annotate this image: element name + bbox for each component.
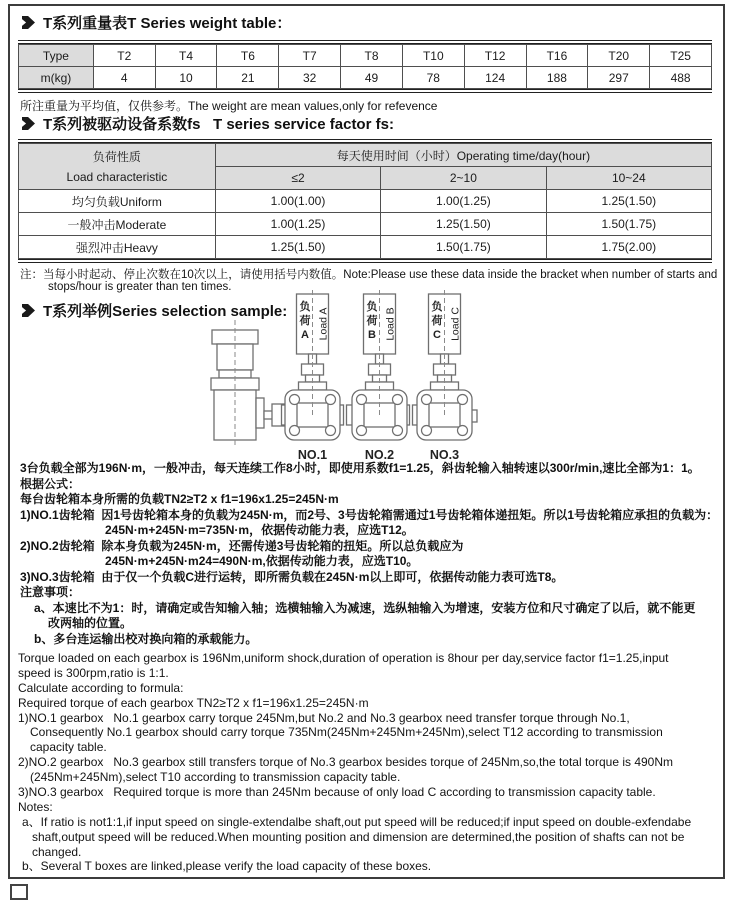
bracket-note-line1: 注：当每小时起动、停止次数在10次以上，请使用括号内数值。Note:Please use these data inside the bracket when number of starts and [20, 269, 718, 281]
text-line: 注意事项： [20, 585, 81, 599]
load-characteristic-zh: 负荷性质 [92, 149, 141, 164]
text-line: 根据公式： [20, 476, 81, 491]
cell: T16 [526, 45, 588, 67]
row-label: 均匀负载Uniform [19, 190, 216, 213]
text-line: Torque loaded on each gearbox is 196Nm,uniform shock,duration of operation is 8hour per day,service factor f1=1.25,input [18, 651, 669, 665]
english-calculation-text [18, 651, 720, 874]
operating-time-header: 每天使用时间（小时）Operating time/day(hour) [215, 144, 711, 167]
cell: 1.00(1.00) [215, 190, 380, 213]
section-marker-icon [22, 304, 35, 317]
cell: T12 [464, 45, 526, 67]
cell: 32 [279, 67, 341, 89]
text-line: 3)NO.3 gearbox Required torque is more than 245Nm because of only load C according to transmission capacity table. [18, 785, 656, 800]
load-c-zh-char: 负 [431, 301, 443, 313]
text-line: Required torque of each gearbox TN2≥T2 x f1=196x1.25=245N·m [18, 695, 369, 710]
table-row [19, 67, 712, 89]
section-title: T系列重量表T Series weight table： [43, 15, 292, 32]
cell: T8 [341, 45, 403, 67]
text-line: b、多台连运输出校对换向箱的承载能力。 [34, 631, 258, 646]
cell: T10 [402, 45, 464, 67]
cell: 297 [588, 67, 650, 89]
text-line: capacity table. [30, 740, 107, 755]
cell: 1.25(1.50) [381, 213, 546, 236]
cell: 10 [155, 67, 217, 89]
text-line: a、本速比不为1：时，请确定或告知输入轴；选横轴输入为减速，选纵轴输入为增速，安装方位和尺寸确定了以后，就不能更 [34, 600, 696, 615]
cell: T7 [279, 45, 341, 67]
load-characteristic-en: Load characteristic [66, 169, 168, 184]
service-factor-table [18, 139, 712, 263]
cell: T20 [588, 45, 650, 67]
section-header-weight-table [22, 12, 291, 33]
text-line: (245Nm+245Nm),select T10 according to transmission capacity table. [30, 770, 401, 785]
section-title: T系列举例Series selection sample: [43, 303, 288, 320]
time-col-header: 2~10 [381, 167, 546, 190]
text-line: speed is 300rpm,ratio is 1:1. [18, 665, 169, 680]
load-b-zh-char: 荷 [366, 315, 378, 327]
cell: 1.00(1.25) [381, 190, 546, 213]
table-row [19, 45, 712, 67]
cell: 488 [650, 67, 712, 89]
text-line: b、Several T boxes are linked,please verify the load capacity of these boxes. [22, 859, 432, 874]
gearbox-3-label: NO.3 [429, 448, 460, 462]
text-line: 每台齿轮箱本身所需的负载TN2≥T2 x f1=196x1.25=245N·m [20, 492, 339, 506]
weight-table [18, 40, 712, 93]
cell: 1.50(1.75) [381, 236, 546, 259]
cell: T25 [650, 45, 712, 67]
cell: 1.00(1.25) [215, 213, 380, 236]
load-a-zh-char: A [301, 329, 309, 341]
text-line: Consequently No.1 gearbox should carry torque 735Nm(245Nm+245Nm+245Nm),select T12 according to transmission [30, 725, 663, 740]
section-marker-icon [22, 117, 35, 130]
load-b-label: Load B [384, 307, 397, 341]
table-row [19, 190, 712, 213]
weight-table-mass-header: m(kg) [19, 67, 94, 89]
row-label: 强烈冲击Heavy [19, 236, 216, 259]
weight-table-type-header: Type [19, 45, 94, 67]
section-title: T系列被驱动设备系数fs T series service factor fs: [43, 116, 394, 133]
cell: 1.50(1.75) [546, 213, 711, 236]
cell: 4 [93, 67, 155, 89]
load-b-zh-char: B [368, 329, 376, 341]
cell: T4 [155, 45, 217, 67]
load-c-label: Load C [449, 307, 462, 341]
text-line: 3台负载全部为196N·m，一般冲击，每天连续工作8小时，即使用系数f1=1.25，斜齿轮输入轴转速以300r/min,速比全部为1：1。 [20, 461, 700, 475]
text-line: Calculate according to formula: [18, 680, 184, 695]
cell: 1.75(2.00) [546, 236, 711, 259]
gearbox-2-label: NO.2 [364, 448, 395, 462]
cell: T2 [93, 45, 155, 67]
weight-note: 所注重量为平均值，仅供参考。The weight are mean values,only for refevence [20, 99, 438, 113]
time-col-header: ≤2 [215, 167, 380, 190]
section-marker-icon [22, 16, 35, 29]
load-characteristic-header [19, 144, 216, 190]
text-line: 245N·m+245N·m24=490N·m,依据传动能力表，应选T10。 [105, 554, 419, 568]
load-c-zh-char: C [433, 329, 441, 341]
text-line: 2)NO.2 gearbox No.3 gearbox still transfers torque of No.3 gearbox besides torque of 245Nm,so,the total torque is 490Nm [18, 755, 674, 770]
gearbox-1-label: NO.1 [297, 448, 328, 462]
text-line: 2)NO.2齿轮箱 除本身负载为245N·m，还需传递3号齿轮箱的扭矩。所以总负载应为 [20, 538, 464, 553]
cell: 21 [217, 67, 279, 89]
section-header-service-factor [22, 113, 394, 134]
load-a-zh-char: 负 [299, 301, 311, 313]
row-label: 一般冲击Moderate [19, 213, 216, 236]
bracket-note-line2: stops/hour is greater than ten times. [48, 281, 232, 293]
cell: 49 [341, 67, 403, 89]
load-a-label: Load A [317, 307, 330, 341]
cell: 188 [526, 67, 588, 89]
text-line: 3)NO.3齿轮箱 由于仅一个负载C进行运转，即所需负载在245N·m以上即可，依据传动能力表可选T8。 [20, 569, 564, 584]
text-line: shaft,output speed will be reduced.When mounting position and dimension are determined,the position of shafts can not be [32, 829, 685, 844]
load-b-zh-char: 负 [366, 301, 378, 313]
motor [211, 330, 285, 440]
selection-sample-diagram [178, 288, 490, 468]
table-row [19, 236, 712, 259]
load-c-zh-char: 荷 [431, 315, 443, 327]
table-row [19, 213, 712, 236]
time-col-header: 10~24 [546, 167, 711, 190]
text-line: changed. [32, 844, 82, 859]
text-line: 1)NO.1齿轮箱 因1号齿轮箱本身的负载为245N·m，而2号、3号齿轮箱需通过1号齿轮箱体递扭矩。所以1号齿轮箱应承担的负载为： [20, 507, 719, 522]
cell: 1.25(1.50) [546, 190, 711, 213]
text-line: 改两轴的位置。 [48, 616, 133, 630]
chinese-calculation-text [20, 461, 720, 647]
cell: 1.25(1.50) [215, 236, 380, 259]
page-footer-box [10, 884, 28, 900]
text-line: 245N·m+245N·m=735N·m，依据传动能力表，应选T12。 [105, 523, 414, 537]
text-line: 1)NO.1 gearbox No.1 gearbox carry torque 245Nm,but No.2 and No.3 gearbox need transfer torque through No.1, [18, 710, 630, 725]
table-row [19, 144, 712, 167]
text-line: Notes: [18, 799, 53, 814]
text-line: a、If ratio is not1:1,if input speed on single-extendalbe shaft,out put speed will be reduced;if input speed on double-exfendabe [22, 814, 692, 829]
load-a-zh-char: 荷 [299, 315, 311, 327]
cell: T6 [217, 45, 279, 67]
cell: 78 [402, 67, 464, 89]
cell: 124 [464, 67, 526, 89]
